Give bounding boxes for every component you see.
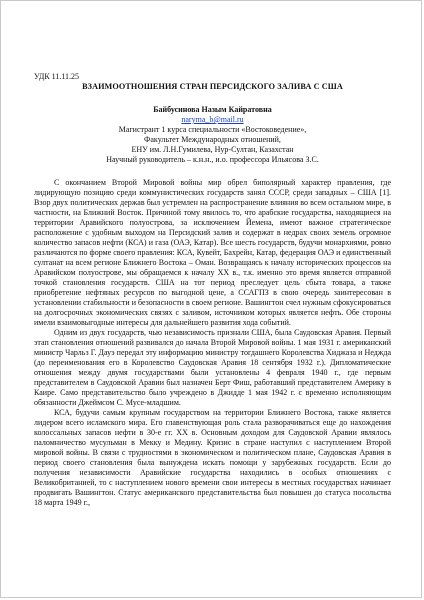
author-name: Байбусинова Назым Кайратовна bbox=[153, 105, 272, 114]
paper-title: ВЗАИМООТНОШЕНИЯ СТРАН ПЕРСИДСКОГО ЗАЛИВА С США bbox=[82, 82, 343, 91]
section-gap bbox=[34, 165, 391, 178]
author-affiliation-program: Магистрант 1 курса специальности «Востоковедение», bbox=[118, 125, 307, 134]
author-email-link[interactable]: naryma_b@mail.ru bbox=[181, 115, 244, 124]
author-affiliation-faculty: Факультет Международных отношений, bbox=[144, 135, 281, 144]
page-content bbox=[34, 72, 391, 508]
author-block bbox=[34, 105, 391, 165]
author-affiliation-university: ЕНУ им. Л.Н.Гумилева, Нур-Султан, Казахстан bbox=[131, 145, 294, 154]
body-paragraph: КСА, будучи самым крупным государством на территории Ближнего Востока, также является лидером всего исламского мира. Его главенствующая роль стала разворачиваться еще до нахождения колоссальных запасов нефти в 30-е гг. XX в. Основным доходом для Саудовской Аравии являлось паломничество мусульман в Мекку и Медину. Кризис в стране наступил с наступлением Второй мировой войны. В связи с трудностями в экономическом и политическом плане, Саудовская Аравия в период своего становления была вынуждена искать помощи у зарубежных государств. Если до получения независимости Аравийские государства находились в особых отношениях с Великобританией, то с наступлением нового времени свои интересы в местных государствах начинает продвигать Вашингтон. Статус американского представительства был повышен до статуса посольства 18 марта 1949 г., bbox=[34, 408, 391, 507]
scientific-supervisor: Научный руководитель – к.н.н., и.о. профессора Ильясова З.С. bbox=[106, 155, 319, 164]
body-paragraph: С окончанием Второй Мировой войны мир обрел биполярный характер правления, где лидирующую позицию среди коммунистических государств занял СССР, среди западных – США [1]. Взор двух политических держав был устремлен на распространение влияния во всем остальном мире, в частности, на Ближний Восток. Причиной тому явилось то, что арабские государства, находящиеся на территории Аравийского полуострова, за исключением Йемена, имеют важное стратегическое расположение с удобным выходом на Персидский залив и содержат в недрах своих земель огромное количество запасов нефти (КСА) и газа (ОАЭ, Катар). Все шесть государств, будучи монархиями, ровно различаются по форме своего правления: КСА, Кувейт, Бахрейн, Катар, федерация ОАЭ и единственный султанат на всем регионе Ближнего Востока – Оман. Возвращаясь к началу исторических процессов на Аравийском полуострове, мы обращаемся к началу XX в., т.к. именно это время является отправной точкой становления государств. США на тот период преследует цель сбыта товара, а также приобретение нефтяных ресурсов по выгодной цене, а ССАГПЗ в свою очередь заинтересован в установлении стабильности и безопасности в своем регионе. Вашингтон счел нужным сфокусироваться на долгосрочных экономических связях с заливом, источником которых является нефть. Обе стороны имели взаимовыгодные интересы для дальнейшего развития хода событий. bbox=[34, 178, 391, 327]
udk-code: УДК 11.11.25 bbox=[34, 72, 80, 81]
body-paragraph: Одним из двух государств, чью независимость признали США, была Саудовская Аравия. Первый этап становления отношений развивался до начала Второй Мировой войны. 1 мая 1931 г. американский министр Чарльз Г. Дауэ передал эту информацию министру тогдашнего Королевства Хиджаза и Неджда (до переименования его в Королевство Саудовская Аравия 18 сентября 1932 г.). Дипломатические отношения между двумя государствами были установлены 4 февраля 1940 г., где первым представителем в Саудовской Аравии был назначен Берт Фиш, работавший представителем Америку в Каире. Само представительство было учреждено в Джидде 1 мая 1942 г. с временно исполняющим обязанности Джеймсом С. Мусе-младшим. bbox=[34, 328, 391, 407]
